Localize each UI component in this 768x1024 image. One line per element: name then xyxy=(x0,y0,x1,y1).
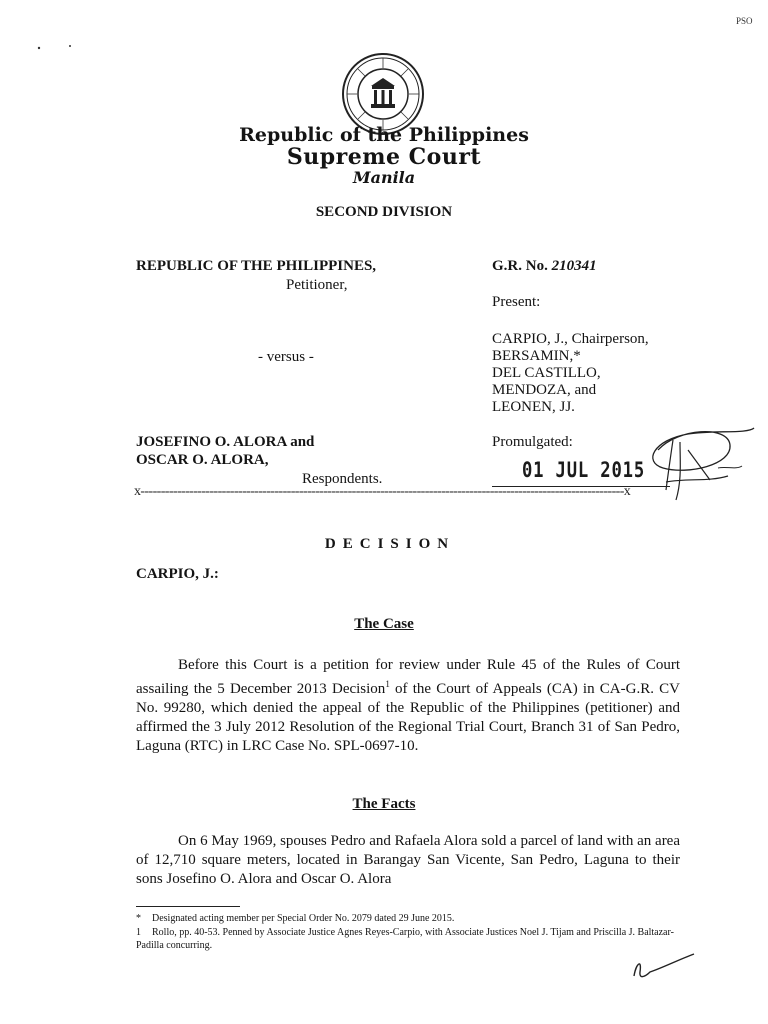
respondent-role: Respondents. xyxy=(302,471,383,487)
footnote-1 xyxy=(136,912,680,925)
ponente: CARPIO, J.: xyxy=(136,566,219,582)
footnote-rule xyxy=(136,906,240,907)
promulgated-label: Promulgated: xyxy=(492,434,573,450)
facts-heading: The Facts xyxy=(352,796,416,812)
corner-mark: PSO xyxy=(736,16,753,26)
respondent-line-2: OSCAR O. ALORA, xyxy=(136,452,269,468)
footnote-1-marker: * xyxy=(136,913,141,924)
footnote-ref-1: 1 xyxy=(385,679,390,689)
case-paragraph xyxy=(136,656,680,756)
footnote-2-marker: 1 xyxy=(136,927,141,938)
justice-1: CARPIO, J., Chairperson, xyxy=(492,331,649,347)
promulgated-date-stamp: 01 JUL 2015 xyxy=(522,458,646,482)
justice-4: MENDOZA, and xyxy=(492,382,597,398)
justice-3: DEL CASTILLO, xyxy=(492,365,601,381)
initials-signature-icon xyxy=(628,950,698,986)
footnote-1-text: Designated acting member per Special Order No. 2079 dated 29 June 2015. xyxy=(152,913,455,924)
versus-text: - versus - xyxy=(258,349,314,365)
case-paragraph-part-1: Before this Court is a petition for review under Rule 45 of the Rules of Court assailing the 5 December 2013 Decision xyxy=(136,657,680,697)
caption-separator: x-----------------------------------------------------------------------------------------------------------------------x xyxy=(134,484,631,499)
justice-2: BERSAMIN,* xyxy=(492,348,581,364)
gr-label: G.R. No. xyxy=(492,258,548,274)
case-paragraph-part-2: of the Court of Appeals (CA) in CA-G.R. CV No. 99280, which denied the appeal of the Republic of the Philippines (petitioner) and affirmed the 3 July 2012 Resolution of the Regional Trial Court, Branch 31 of San Pedro, Laguna (RTC) in LRC Case No. SPL-0697-10. xyxy=(136,681,681,754)
gr-number-value: 210341 xyxy=(551,258,597,274)
gr-number xyxy=(492,256,597,276)
city-heading: Manila xyxy=(352,168,416,187)
case-heading: The Case xyxy=(354,616,414,632)
republic-heading: Republic of the Philippines xyxy=(239,124,529,146)
facts-paragraph-text: On 6 May 1969, spouses Pedro and Rafaela Alora sold a parcel of land with an area of 12,710 square meters, located in Barangay San Vicente, San Pedro, Laguna to their sons Josefino O. Alora and Oscar O. Alora xyxy=(136,833,680,887)
justice-5: LEONEN, JJ. xyxy=(492,399,575,415)
decision-title: DECISION xyxy=(324,536,456,552)
facts-paragraph xyxy=(136,832,680,889)
scan-specks xyxy=(36,40,86,59)
respondent-line-1: JOSEFINO O. ALORA and xyxy=(136,434,315,450)
court-heading: Supreme Court xyxy=(286,144,482,170)
petitioner-role: Petitioner, xyxy=(286,277,348,293)
footnote-2-text: Rollo, pp. 40-53. Penned by Associate Justice Agnes Reyes-Carpio, with Associate Justices Noel J. Tijam and Priscilla J. Baltazar-Padilla concurring. xyxy=(136,927,674,951)
petitioner-name: REPUBLIC OF THE PHILIPPINES, xyxy=(136,258,377,274)
present-label: Present: xyxy=(492,294,541,310)
division-heading: SECOND DIVISION xyxy=(315,204,453,220)
footnote-2 xyxy=(136,926,680,952)
